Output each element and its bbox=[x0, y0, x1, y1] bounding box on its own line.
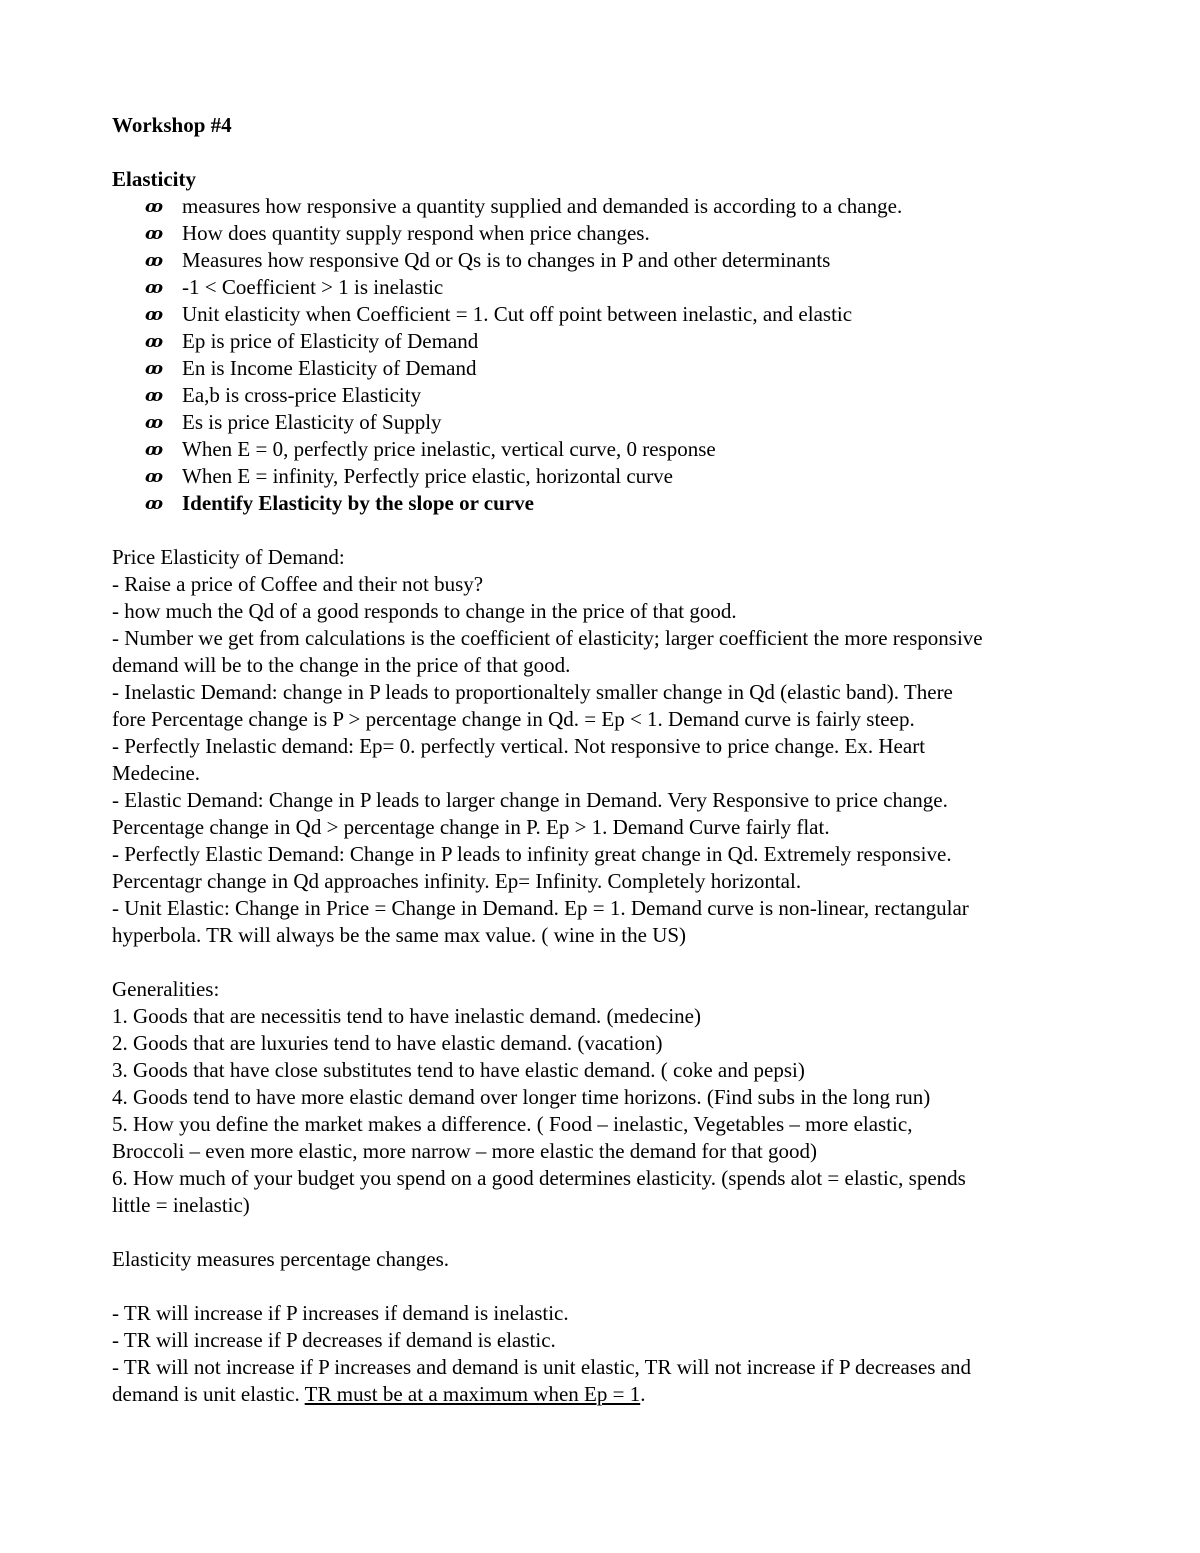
text-line: - TR will not increase if P increases and demand is unit elastic, TR will not increase if P decreases and bbox=[112, 1355, 972, 1379]
text-line: Percentagr change in Qd approaches infinity. Ep= Infinity. Completely horizontal. bbox=[112, 869, 802, 893]
text-line: Broccoli – even more elastic, more narrow – more elastic the demand for that good) bbox=[112, 1139, 817, 1163]
curly-loop-bullet-icon: ꝏ bbox=[145, 467, 161, 486]
text-line: 5. How you define the market makes a difference. ( Food – inelastic, Vegetables – more elastic, bbox=[112, 1112, 913, 1136]
tr-maximum-line bbox=[112, 1381, 1092, 1408]
text-line: - Perfectly Elastic Demand: Change in P leads to infinity great change in Qd. Extremely responsive. bbox=[112, 842, 952, 866]
bullet-item bbox=[145, 436, 1092, 463]
text-line: - TR will increase if P decreases if demand is elastic. bbox=[112, 1328, 556, 1352]
price-elasticity-section bbox=[112, 544, 1092, 949]
bullet-item-bold bbox=[145, 490, 1092, 517]
text-fragment: demand is unit elastic. bbox=[112, 1382, 305, 1406]
text-line: 4. Goods tend to have more elastic demand over longer time horizons. (Find subs in the long run) bbox=[112, 1085, 931, 1109]
curly-loop-bullet-icon: ꝏ bbox=[145, 440, 161, 459]
curly-loop-bullet-icon: ꝏ bbox=[145, 305, 161, 324]
bullet-text: measures how responsive a quantity supplied and demanded is according to a change. bbox=[182, 194, 903, 218]
elasticity-bullet-list bbox=[112, 193, 1092, 517]
total-revenue-rules bbox=[112, 1300, 1092, 1408]
bullet-text: How does quantity supply respond when price changes. bbox=[182, 221, 650, 245]
bullet-text: Ea,b is cross-price Elasticity bbox=[182, 383, 422, 407]
text-fragment: . bbox=[640, 1382, 646, 1406]
percentage-note: Elasticity measures percentage changes. bbox=[112, 1247, 450, 1271]
text-line: - Inelastic Demand: change in P leads to proportionaltely smaller change in Qd (elastic band). There bbox=[112, 680, 953, 704]
bullet-text: Unit elasticity when Coefficient = 1. Cut off point between inelastic, and elastic bbox=[182, 302, 853, 326]
document-title: Workshop #4 bbox=[112, 113, 232, 137]
generalities-section bbox=[112, 976, 1092, 1219]
bullet-text: When E = infinity, Perfectly price elastic, horizontal curve bbox=[182, 464, 673, 488]
text-line: 3. Goods that have close substitutes tend to have elastic demand. ( coke and pepsi) bbox=[112, 1058, 805, 1082]
text-line: Medecine. bbox=[112, 761, 201, 785]
price-elasticity-heading: Price Elasticity of Demand: bbox=[112, 545, 345, 569]
text-line: hyperbola. TR will always be the same max value. ( wine in the US) bbox=[112, 923, 687, 947]
curly-loop-bullet-icon: ꝏ bbox=[145, 386, 161, 405]
text-line: Percentage change in Qd > percentage change in P. Ep > 1. Demand Curve fairly flat. bbox=[112, 815, 830, 839]
text-line: - how much the Qd of a good responds to change in the price of that good. bbox=[112, 599, 737, 623]
curly-loop-bullet-icon: ꝏ bbox=[145, 278, 161, 297]
bullet-item bbox=[145, 301, 1092, 328]
bullet-text: Identify Elasticity by the slope or curve bbox=[182, 491, 534, 515]
curly-loop-bullet-icon: ꝏ bbox=[145, 251, 161, 270]
elasticity-heading: Elasticity bbox=[112, 167, 196, 191]
text-line: - Raise a price of Coffee and their not busy? bbox=[112, 572, 484, 596]
generalities-heading: Generalities: bbox=[112, 977, 220, 1001]
text-line: little = inelastic) bbox=[112, 1193, 250, 1217]
bullet-item bbox=[145, 328, 1092, 355]
curly-loop-bullet-icon: ꝏ bbox=[145, 413, 161, 432]
text-line: demand will be to the change in the price of that good. bbox=[112, 653, 571, 677]
curly-loop-bullet-icon: ꝏ bbox=[145, 224, 161, 243]
bullet-text: -1 < Coefficient > 1 is inelastic bbox=[182, 275, 444, 299]
bullet-text: En is Income Elasticity of Demand bbox=[182, 356, 477, 380]
bullet-text: Es is price Elasticity of Supply bbox=[182, 410, 442, 434]
text-line: - Number we get from calculations is the coefficient of elasticity; larger coefficient the more responsive bbox=[112, 626, 983, 650]
document-page bbox=[112, 112, 1092, 1408]
bullet-text: When E = 0, perfectly price inelastic, vertical curve, 0 response bbox=[182, 437, 716, 461]
curly-loop-bullet-icon: ꝏ bbox=[145, 359, 161, 378]
text-line: - Elastic Demand: Change in P leads to larger change in Demand. Very Responsive to price change. bbox=[112, 788, 948, 812]
percentage-note-section bbox=[112, 1246, 1092, 1273]
bullet-item bbox=[145, 193, 1092, 220]
text-line: 1. Goods that are necessitis tend to have inelastic demand. (medecine) bbox=[112, 1004, 701, 1028]
curly-loop-bullet-icon: ꝏ bbox=[145, 332, 161, 351]
bullet-item bbox=[145, 355, 1092, 382]
bullet-item bbox=[145, 247, 1092, 274]
text-line: 2. Goods that are luxuries tend to have elastic demand. (vacation) bbox=[112, 1031, 663, 1055]
text-line: 6. How much of your budget you spend on a good determines elasticity. (spends alot = elastic, spends bbox=[112, 1166, 966, 1190]
bullet-item bbox=[145, 220, 1092, 247]
bullet-text: Ep is price of Elasticity of Demand bbox=[182, 329, 479, 353]
curly-loop-bullet-icon: ꝏ bbox=[145, 197, 161, 216]
bullet-item bbox=[145, 274, 1092, 301]
text-line: - Unit Elastic: Change in Price = Change in Demand. Ep = 1. Demand curve is non-linear, rectangular bbox=[112, 896, 969, 920]
text-line: - Perfectly Inelastic demand: Ep= 0. perfectly vertical. Not responsive to price change. Ex. Heart bbox=[112, 734, 926, 758]
bullet-item bbox=[145, 382, 1092, 409]
text-line: - TR will increase if P increases if demand is inelastic. bbox=[112, 1301, 569, 1325]
underlined-conclusion: TR must be at a maximum when Ep = 1 bbox=[304, 1382, 641, 1406]
curly-loop-bullet-icon: ꝏ bbox=[145, 494, 161, 513]
bullet-item bbox=[145, 409, 1092, 436]
text-line: fore Percentage change is P > percentage change in Qd. = Ep < 1. Demand curve is fairly steep. bbox=[112, 707, 915, 731]
bullet-text: Measures how responsive Qd or Qs is to changes in P and other determinants bbox=[182, 248, 831, 272]
bullet-item bbox=[145, 463, 1092, 490]
